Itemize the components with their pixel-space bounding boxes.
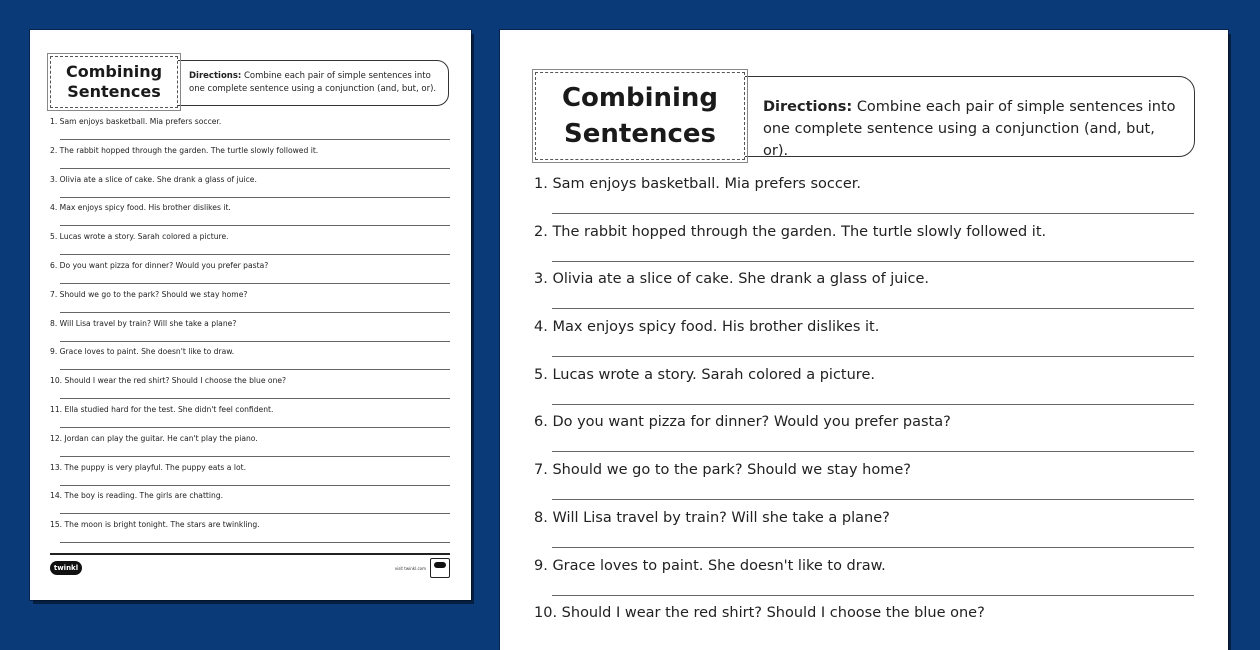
question-item <box>534 317 1194 365</box>
answer-line <box>552 213 1194 214</box>
answer-line <box>552 356 1194 357</box>
answer-line <box>552 261 1194 262</box>
answer-line <box>60 513 450 514</box>
question-item <box>50 232 450 261</box>
answer-line <box>60 456 450 457</box>
question-item <box>50 405 450 434</box>
question-text: 8. Will Lisa travel by train? Will she take a plane? <box>534 509 890 526</box>
answer-line <box>552 547 1194 548</box>
question-text: 4. Max enjoys spicy food. His brother dislikes it. <box>534 319 880 336</box>
question-item <box>50 434 450 463</box>
answer-line <box>60 225 450 226</box>
question-item <box>534 174 1194 222</box>
answer-line <box>60 485 450 486</box>
title-line-2: Sentences <box>564 119 716 149</box>
question-item <box>50 491 450 520</box>
question-text: 6. Do you want pizza for dinner? Would you prefer pasta? <box>534 414 951 431</box>
answer-line <box>60 398 450 399</box>
question-text: 10. Should I wear the red shirt? Should I choose the blue one? <box>50 376 287 386</box>
question-text: 15. The moon is bright tonight. The stars are twinkling. <box>50 520 260 530</box>
question-text: 3. Olivia ate a slice of cake. She drank a glass of juice. <box>50 174 257 184</box>
question-text: 2. The rabbit hopped through the garden. The turtle slowly followed it. <box>534 223 1047 240</box>
answer-line <box>60 542 450 543</box>
title-line-1: Combining <box>65 62 163 81</box>
question-item <box>50 175 450 204</box>
answer-line <box>60 139 450 140</box>
directions-box <box>740 76 1195 157</box>
question-text: 9. Grace loves to paint. She doesn't like to draw. <box>534 557 886 574</box>
question-item <box>50 463 450 492</box>
question-text: 1. Sam enjoys basketball. Mia prefers soccer. <box>534 176 862 192</box>
answer-line <box>552 451 1194 452</box>
question-item <box>50 520 450 549</box>
question-list <box>534 174 1194 650</box>
question-item <box>534 412 1194 460</box>
title-line-1: Combining <box>561 83 719 113</box>
question-item <box>50 261 450 290</box>
quality-badge-icon <box>430 558 450 578</box>
question-item <box>534 365 1194 413</box>
answer-line <box>60 254 450 255</box>
footer-url: visit twinkl.com <box>394 566 426 571</box>
question-text: 12. Jordan can play the guitar. He can't play the piano. <box>50 433 258 443</box>
directions-label: Directions: <box>763 99 853 115</box>
question-item <box>50 290 450 319</box>
question-text: 13. The puppy is very playful. The puppy eats a lot. <box>50 462 246 472</box>
worksheet-preview-small <box>30 30 471 600</box>
question-item <box>534 269 1194 317</box>
worksheet-preview-large <box>500 30 1228 650</box>
directions-label: Directions: <box>189 71 242 81</box>
worksheet-title <box>535 72 745 160</box>
question-text: 3. Olivia ate a slice of cake. She drank a glass of juice. <box>534 271 930 288</box>
answer-line <box>60 168 450 169</box>
question-item <box>534 508 1194 556</box>
question-item <box>50 117 450 146</box>
directions-text: Combine each pair of simple sentences into one complete sentence using a conjunction (and, but, or). <box>189 71 437 94</box>
question-text: 14. The boy is reading. The girls are chatting. <box>50 491 224 501</box>
answer-line <box>552 308 1194 309</box>
question-item <box>50 376 450 405</box>
title-line-2: Sentences <box>67 82 161 101</box>
question-text: 10. Should I wear the red shirt? Should I choose the blue one? <box>534 605 985 622</box>
question-text: 11. Ella studied hard for the test. She didn't feel confident. <box>50 404 274 414</box>
question-item <box>50 319 450 348</box>
question-item <box>50 203 450 232</box>
question-item <box>534 603 1194 650</box>
answer-line <box>552 499 1194 500</box>
question-text: 9. Grace loves to paint. She doesn't like to draw. <box>50 347 235 357</box>
question-text: 6. Do you want pizza for dinner? Would you prefer pasta? <box>50 260 269 270</box>
question-text: 4. Max enjoys spicy food. His brother dislikes it. <box>50 203 231 213</box>
question-item <box>534 460 1194 508</box>
directions-box <box>174 60 449 106</box>
answer-line <box>60 197 450 198</box>
question-text: 1. Sam enjoys basketball. Mia prefers soccer. <box>50 117 222 126</box>
question-text: 5. Lucas wrote a story. Sarah colored a picture. <box>50 232 229 242</box>
question-text: 8. Will Lisa travel by train? Will she take a plane? <box>50 318 237 328</box>
answer-line <box>60 283 450 284</box>
question-list <box>50 117 450 549</box>
directions-text: Combine each pair of simple sentences into one complete sentence using a conjunction (and, but, or). <box>763 99 1176 159</box>
answer-line <box>60 312 450 313</box>
question-item <box>534 222 1194 270</box>
answer-line <box>60 341 450 342</box>
twinkl-logo: twinkl <box>50 561 82 575</box>
question-text: 2. The rabbit hopped through the garden. The turtle slowly followed it. <box>50 145 319 155</box>
question-item <box>50 347 450 376</box>
worksheet-title <box>50 56 178 108</box>
question-item <box>534 556 1194 604</box>
answer-line <box>552 595 1194 596</box>
answer-line <box>60 427 450 428</box>
worksheet-footer <box>50 553 450 579</box>
question-item <box>50 146 450 175</box>
answer-line <box>552 404 1194 405</box>
question-text: 7. Should we go to the park? Should we stay home? <box>50 289 248 299</box>
answer-line <box>60 369 450 370</box>
question-text: 5. Lucas wrote a story. Sarah colored a picture. <box>534 366 875 383</box>
question-text: 7. Should we go to the park? Should we stay home? <box>534 462 911 479</box>
